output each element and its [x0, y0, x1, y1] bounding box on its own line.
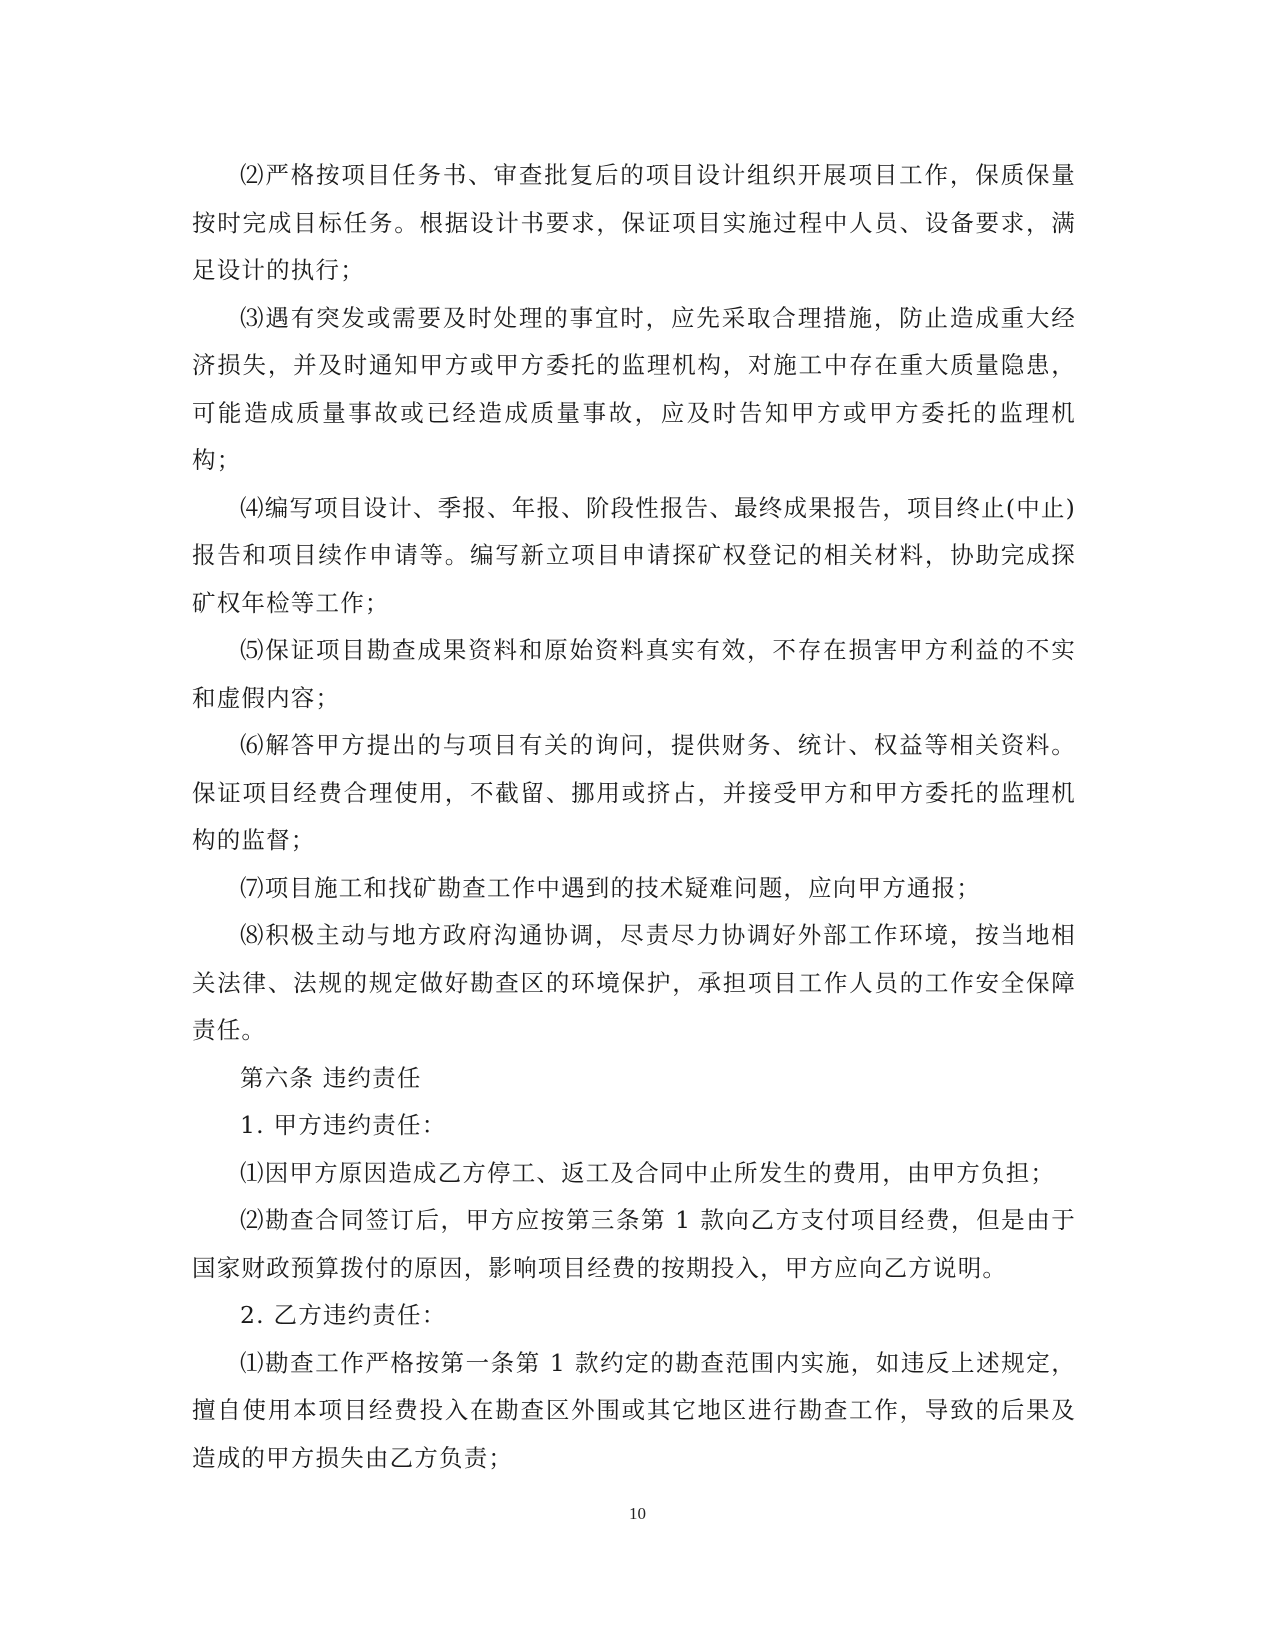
paragraph-item-8: ⑻积极主动与地方政府沟通协调，尽责尽力协调好外部工作环境，按当地相关法律、法规的规定做好勘查区的环境保护，承担项目工作人员的工作安全保障责任。: [192, 921, 1076, 1044]
paragraph-party-a-item-2: ⑵勘查合同签订后，甲方应按第三条第 1 款向乙方支付项目经费，但是由于国家财政预算拨付的原因，影响项目经费的按期投入，甲方应向乙方说明。: [192, 1206, 1076, 1282]
paragraph-item-5: ⑸保证项目勘查成果资料和原始资料真实有效，不存在损害甲方利益的不实和虚假内容；: [192, 636, 1076, 712]
paragraph-item-6: ⑹解答甲方提出的与项目有关的询问，提供财务、统计、权益等相关资料。保证项目经费合理使用，不截留、挪用或挤占，并接受甲方和甲方委托的监理机构的监督；: [192, 731, 1076, 854]
paragraph-item-2: ⑵严格按项目任务书、审查批复后的项目设计组织开展项目工作，保质保量按时完成目标任务。根据设计书要求，保证项目实施过程中人员、设备要求，满足设计的执行；: [192, 161, 1076, 284]
paragraph-party-a-item-1: ⑴因甲方原因造成乙方停工、返工及合同中止所发生的费用，由甲方负担；: [240, 1158, 1056, 1187]
document-body: [192, 152, 1076, 1482]
paragraph-item-3: ⑶遇有突发或需要及时处理的事宜时，应先采取合理措施，防止造成重大经济损失，并及时通知甲方或甲方委托的监理机构，对施工中存在重大质量隐患，可能造成质量事故或已经造成质量事故，应及时告知甲方或甲方委托的监理机构；: [192, 303, 1076, 474]
paragraph-party-b-item-1: ⑴勘查工作严格按第一条第 1 款约定的勘查范围内实施，如违反上述规定，擅自使用本项目经费投入在勘查区外围或其它地区进行勘查工作，导致的后果及造成的甲方损失由乙方负责；: [192, 1348, 1076, 1472]
paragraph-item-4: ⑷编写项目设计、季报、年报、阶段性报告、最终成果报告，项目终止(中止)报告和项目续作申请等。编写新立项目申请探矿权登记的相关材料，协助完成探矿权年检等工作；: [192, 493, 1076, 617]
section-heading-article-6: 第六条 违约责任: [240, 1063, 422, 1092]
paragraph-item-7: ⑺项目施工和找矿勘查工作中遇到的技术疑难问题，应向甲方通报；: [240, 873, 981, 902]
subheading-party-b-liability: 2. 乙方违约责任：: [240, 1301, 447, 1329]
page-number: 10: [629, 1504, 646, 1523]
subheading-party-a-liability: 1. 甲方违约责任：: [240, 1111, 447, 1139]
